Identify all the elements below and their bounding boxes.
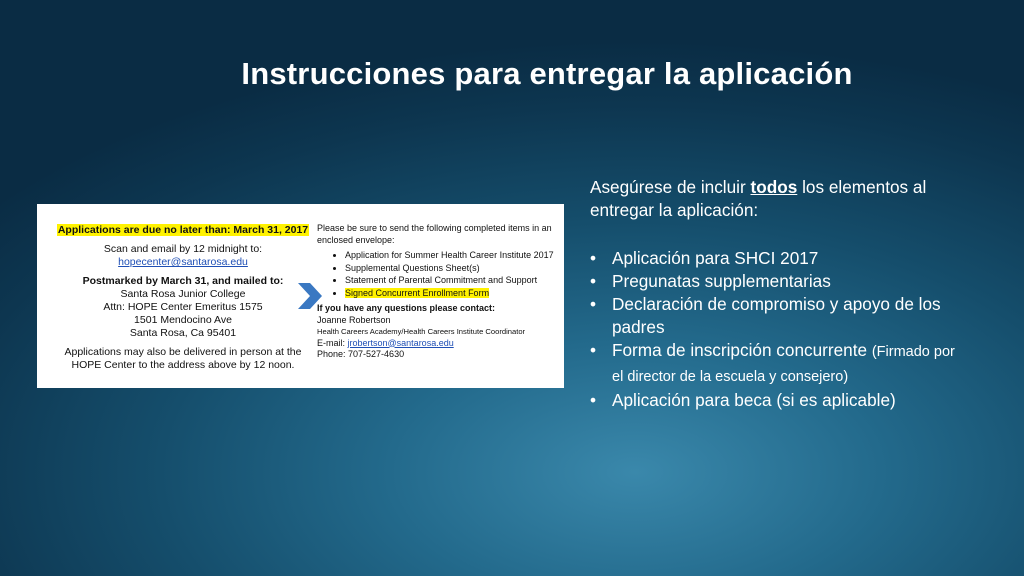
address-line-3: 1501 Mendocino Ave — [134, 314, 232, 326]
bullet-icon: • — [590, 340, 597, 360]
list-item — [590, 389, 970, 412]
info-text-block — [590, 176, 970, 412]
scan-line: Scan and email by 12 midnight to: — [103, 243, 263, 255]
contact-phone: Phone: 707-527-4630 — [317, 349, 405, 359]
doc-left-column — [37, 224, 329, 372]
list-item-note: (Firmado por el director de la escuela y consejero) — [612, 344, 955, 385]
list-item — [590, 270, 970, 293]
info-intro — [590, 176, 970, 222]
list-item-text: Declaración de compromiso y apoyo de los padres — [612, 294, 941, 337]
enrollment-form-highlight: Signed Concurrent Enrollment Form — [345, 287, 490, 298]
contact-email — [317, 338, 557, 350]
delivery-note: Applications may also be delivered in person at the HOPE Center to the address above by 12 noon. — [64, 346, 302, 371]
intro-text-before: Asegúrese de incluir — [590, 177, 751, 197]
address-line-2: Attn: HOPE Center Emeritus 1575 — [103, 301, 263, 313]
list-item-text: Aplicación para beca (si es aplicable) — [612, 390, 896, 410]
bullet-icon: • — [590, 271, 597, 291]
instructions-document-image — [37, 204, 564, 388]
list-item: • Supplemental Questions Sheet(s) — [345, 263, 557, 275]
list-item-text: Forma de inscripción concurrente — [612, 340, 872, 360]
contact-heading: If you have any questions please contact: — [317, 303, 496, 313]
list-item: • Statement of Parental Commitment and Support — [345, 275, 557, 287]
list-item — [590, 339, 970, 389]
address-line-1: Santa Rosa Junior College — [120, 288, 246, 300]
info-checklist — [590, 247, 970, 412]
contact-role: Health Careers Academy/Health Careers Institute Coordinator — [317, 327, 526, 336]
list-item-text: Aplicación para SHCI 2017 — [612, 248, 819, 268]
list-item-text: Pregunatas supplementarias — [612, 271, 831, 291]
list-item — [345, 288, 557, 300]
address-line-4: Santa Rosa, Ca 95401 — [129, 327, 237, 339]
bullet-icon: • — [590, 248, 597, 268]
intro-emphasis-todos: todos — [750, 177, 798, 197]
bullet-icon: • — [590, 390, 597, 410]
intro-text-after: los elementos al entregar la aplicación: — [590, 177, 927, 220]
list-item — [590, 293, 970, 339]
slide-title: Instrucciones para entregar la aplicación — [241, 56, 853, 91]
due-date-highlight: Applications are due no later than: March 31, 2017 — [57, 224, 309, 236]
list-item: • Application for Summer Health Career Institute 2017 — [345, 250, 557, 262]
contact-name: Joanne Robertson — [317, 314, 391, 325]
doc-right-column — [317, 223, 557, 361]
postmarked-line: Postmarked by March 31, and mailed to: — [82, 275, 284, 287]
hopecenter-email-link[interactable]: hopecenter@santarosa.edu — [118, 256, 248, 268]
send-items-intro: Please be sure to send the following completed items in an enclosed envelope: — [317, 223, 552, 245]
bullet-icon: • — [590, 294, 597, 314]
list-item — [590, 247, 970, 270]
jrobertson-email-link[interactable]: jrobertson@santarosa.edu — [347, 337, 454, 348]
email-label: E-mail: — [317, 337, 348, 348]
send-items-list — [317, 250, 557, 299]
